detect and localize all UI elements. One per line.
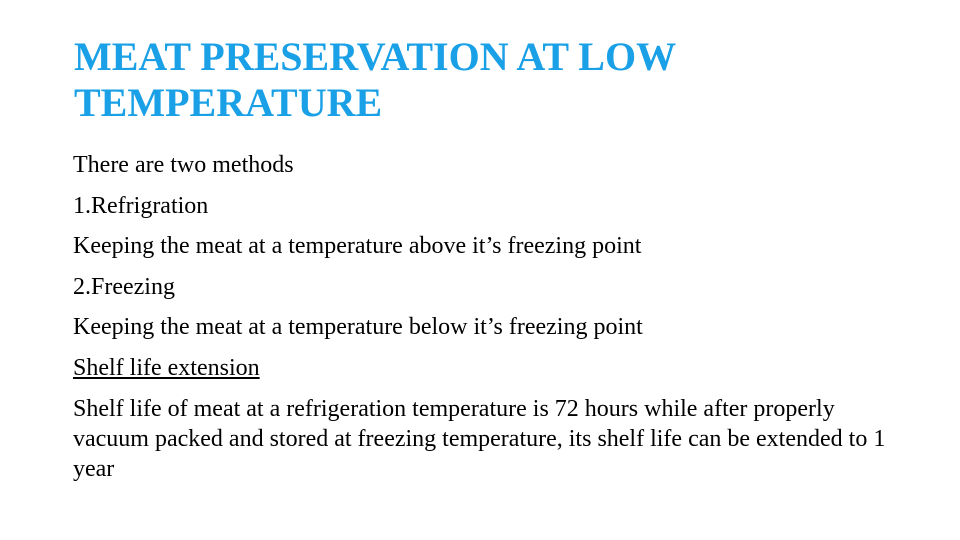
intro-text: There are two methods [73, 152, 294, 178]
method-2-heading: 2.Freezing [73, 273, 175, 300]
method-2-description: Keeping the meat at a temperature below it’s freezing point [73, 314, 643, 340]
method-1-description: Keeping the meat at a temperature above it’s freezing point [73, 233, 642, 259]
slide-title [74, 34, 894, 126]
method-1-heading: 1.Refrigration [73, 192, 209, 219]
shelf-life-heading: Shelf life extension [73, 354, 260, 381]
shelf-life-description: Shelf life of meat at a refrigeration temperature is 72 hours while after properly vacuum packed and stored at freezing temperature, its shelf life can be extended to 1 year [73, 396, 886, 482]
slide-title-line-2: TEMPERATURE [74, 80, 383, 125]
slide-body [73, 145, 903, 484]
slide-title-line-1: MEAT PRESERVATION AT LOW [74, 34, 677, 79]
